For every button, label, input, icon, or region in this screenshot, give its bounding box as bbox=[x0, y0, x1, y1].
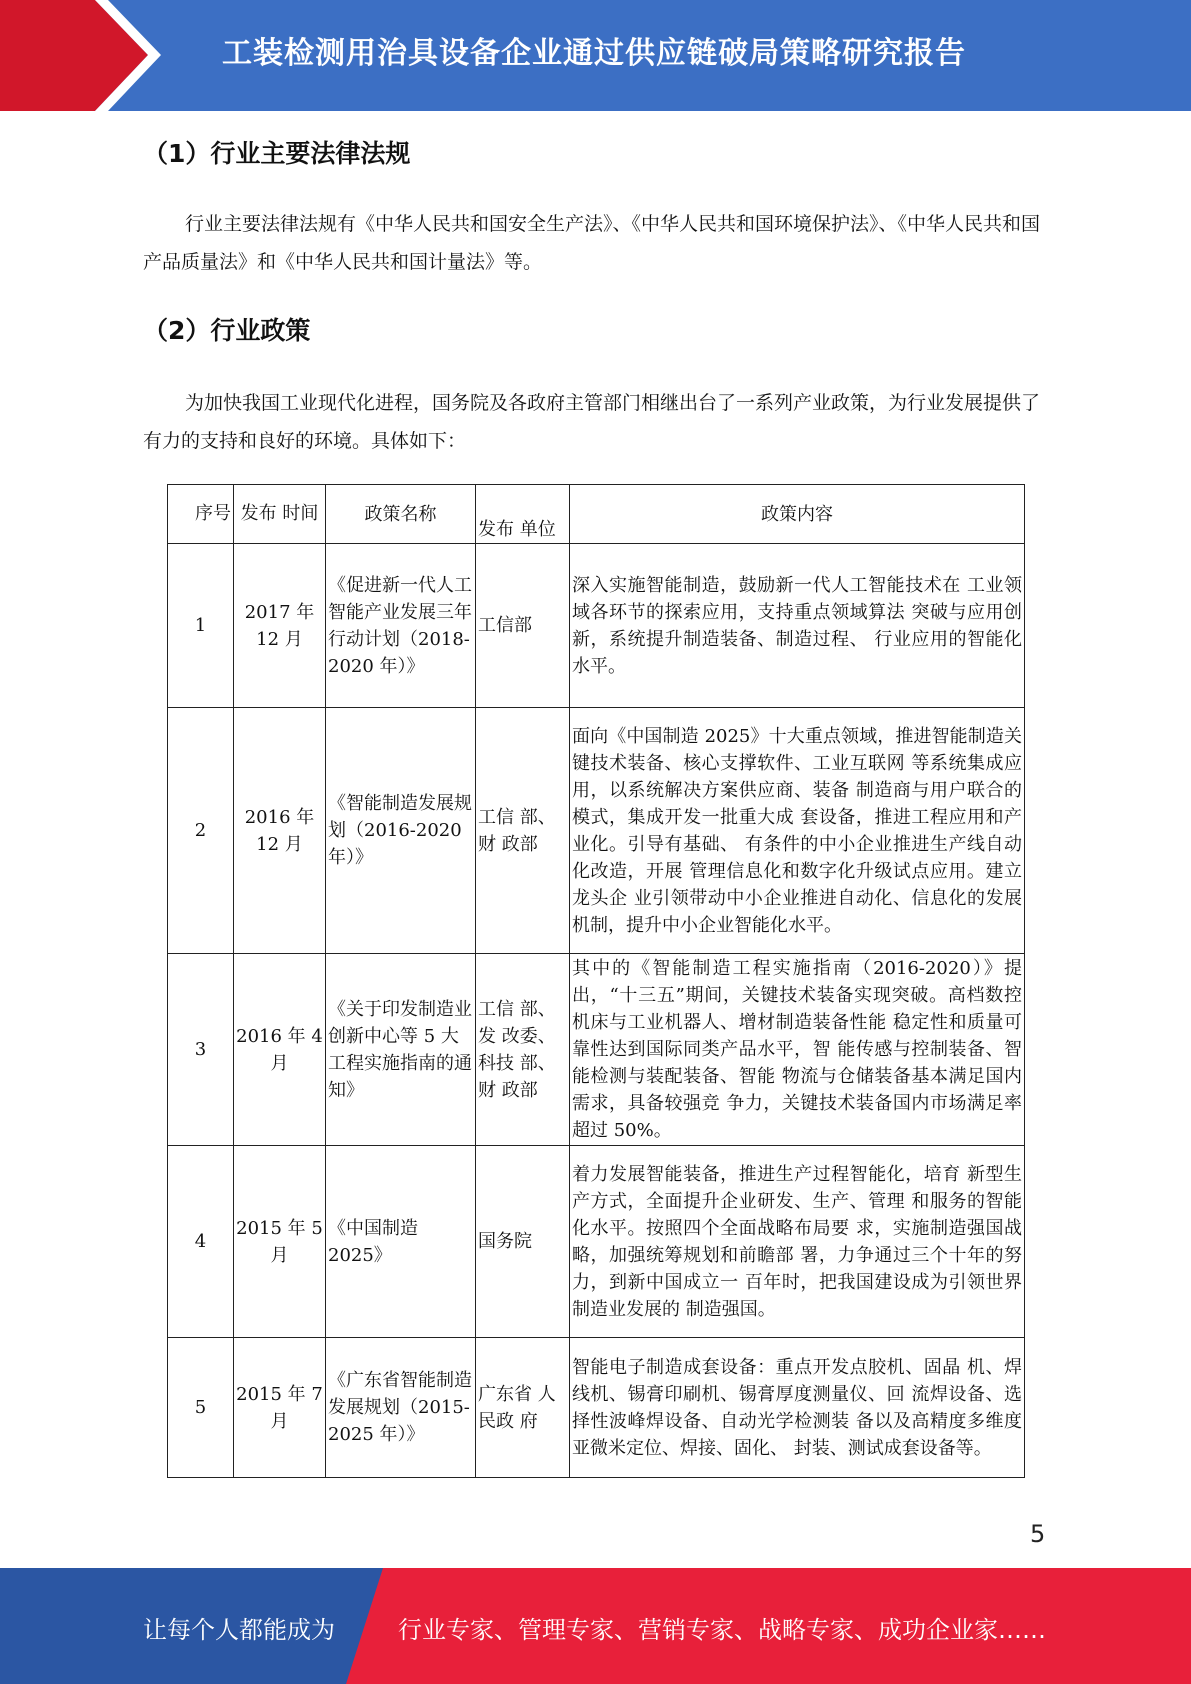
row-dept: 工信 部、发 改委、科技 部、财 政部 bbox=[476, 954, 570, 1146]
row-num: 2 bbox=[168, 708, 234, 954]
row-num: 1 bbox=[168, 544, 234, 708]
row-content: 智能电子制造成套设备：重点开发点胶机、固晶 机、焊线机、锡膏印刷机、锡膏厚度测量仪、回 流焊设备、选择性波峰焊设备、自动光学检测装 备以及高精度多维度亚微米定位、焊接、固化、 封装、测试成套设备等。 bbox=[570, 1338, 1025, 1478]
policy-table bbox=[167, 484, 1025, 1478]
row-date: 2016 年 12 月 bbox=[234, 708, 326, 954]
table-row bbox=[168, 954, 1025, 1146]
row-policy-name: 《中国制造 2025》 bbox=[326, 1146, 476, 1338]
header-dept: 发布 单位 bbox=[476, 485, 570, 544]
header-num: 序号 bbox=[168, 485, 234, 544]
page-number: 5 bbox=[1030, 1520, 1046, 1548]
report-title: 工装检测用治具设备企业通过供应链破局策略研究报告 bbox=[222, 36, 966, 71]
row-num: 3 bbox=[168, 954, 234, 1146]
row-date: 2015 年 7 月 bbox=[234, 1338, 326, 1478]
laws-paragraph: 行业主要法律法规有《中华人民共和国安全生产法》、《中华人民共和国环境保护法》、《中华人民共和国产品质量法》和《中华人民共和国计量法》等。 bbox=[143, 213, 1041, 273]
header-date: 发布 时间 bbox=[234, 485, 326, 544]
row-date: 2016 年 4 月 bbox=[234, 954, 326, 1146]
row-content: 其中的《智能制造工程实施指南（2016-2020）》提出，“十三五”期间，关键技术装备实现突破。高档数控机床与工业机器人、增材制造装备性能 稳定性和质量可靠性达到国际同类产品水平，智 能传感与控制装备、智能检测与装配装备、智能 物流与仓储装备基本满足国内需求，具备较强竞 争力，关键技术装备国内市场满足率超过 50%。 bbox=[570, 954, 1025, 1146]
row-num: 5 bbox=[168, 1338, 234, 1478]
table-header-row bbox=[168, 485, 1025, 544]
table-row bbox=[168, 1146, 1025, 1338]
row-date: 2015 年 5 月 bbox=[234, 1146, 326, 1338]
section-heading-policy: （2）行业政策 bbox=[143, 316, 311, 345]
section-heading-laws: （1）行业主要法律法规 bbox=[143, 139, 411, 168]
footer-slogan-right: 行业专家、管理专家、营销专家、战略专家、成功企业家…… bbox=[398, 1616, 1046, 1644]
policy-paragraph: 为加快我国工业现代化进程，国务院及各政府主管部门相继出台了一系列产业政策，为行业发展提供了有力的支持和良好的环境。具体如下： bbox=[143, 392, 1041, 452]
row-policy-name: 《关于印发制造业创新中心等 5 大工程实施指南的通知》 bbox=[326, 954, 476, 1146]
header-content: 政策内容 bbox=[570, 485, 1025, 544]
table-row bbox=[168, 708, 1025, 954]
row-content: 深入实施智能制造，鼓励新一代人工智能技术在 工业领域各环节的探索应用，支持重点领域算法 突破与应用创新，系统提升制造装备、制造过程、 行业应用的智能化水平。 bbox=[570, 544, 1025, 708]
header-banner bbox=[0, 0, 1191, 111]
row-date: 2017 年 12 月 bbox=[234, 544, 326, 708]
row-dept: 工信部 bbox=[476, 544, 570, 708]
row-content: 面向《中国制造 2025》十大重点领域，推进智能制造关键技术装备、核心支撑软件、工业互联网 等系统集成应用，以系统解决方案供应商、装备 制造商与用户联合的模式，集成开发一批重大成 套设备，推进工程应用和产业化。引导有基础、 有条件的中小企业推进生产线自动化改造，开展 管理信息化和数字化升级试点应用。建立龙头企 业引领带动中小企业推进自动化、信息化的发展 机制，提升中小企业智能化水平。 bbox=[570, 708, 1025, 954]
row-policy-name: 《促进新一代人工智能产业发展三年行动计划（2018-2020 年）》 bbox=[326, 544, 476, 708]
row-policy-name: 《广东省智能制造发展规划（2015-2025 年）》 bbox=[326, 1338, 476, 1478]
footer-slogan-left: 让每个人都能成为 bbox=[143, 1616, 335, 1644]
row-dept: 广东省 人民政 府 bbox=[476, 1338, 570, 1478]
table-row bbox=[168, 1338, 1025, 1478]
row-dept: 国务院 bbox=[476, 1146, 570, 1338]
table-row bbox=[168, 544, 1025, 708]
row-dept: 工信 部、财 政部 bbox=[476, 708, 570, 954]
row-policy-name: 《智能制造发展规划（2016-2020 年）》 bbox=[326, 708, 476, 954]
row-num: 4 bbox=[168, 1146, 234, 1338]
header-policy-name: 政策名称 bbox=[326, 485, 476, 544]
row-content: 着力发展智能装备，推进生产过程智能化，培育 新型生产方式，全面提升企业研发、生产、管理 和服务的智能化水平。按照四个全面战略布局要 求，实施制造强国战略，加强统筹规划和前瞻部 署，力争通过三个十年的努力，到新中国成立一 百年时，把我国建设成为引领世界制造业发展的 制造强国。 bbox=[570, 1146, 1025, 1338]
footer-banner bbox=[0, 1568, 1191, 1684]
